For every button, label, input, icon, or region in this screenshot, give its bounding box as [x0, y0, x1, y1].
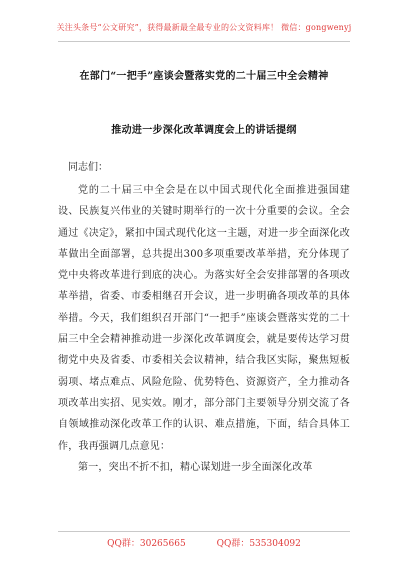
body-paragraph: 第一，突出不折不扣，精心谋划进一步全面深化改革: [78, 461, 313, 473]
document-body: [58, 180, 350, 478]
document-title-line1: 在部门“一把手”座谈会暨落实党的二十届三中全会精神: [79, 71, 329, 82]
footer: [0, 536, 408, 549]
salutation: 同志们：: [68, 162, 108, 173]
footer-divider: [58, 531, 350, 532]
footer-qq-group-1: QQ群：30265665: [107, 539, 186, 549]
header-banner: 关注头条号“公文研究”，获得最新最全最专业的公文资料库！ 微信：gongwenyj: [56, 23, 352, 32]
document-title-line2: 推动进一步深化改革调度会上的讲话提纲: [111, 125, 297, 136]
footer-qq-group-2: QQ群：535304092: [216, 539, 301, 549]
body-paragraph: 党的二十届三中全会是在以中国式现代化全面推进强国建设、民族复兴伟业的关键时期举行的一次十分重要的会议。全会通过《决定》，紧扣中国式现代化这一主题，对进一步全面深化改革做出全面部署，总共提出300多项重要改革举措，充分体现了党中央将改革进行到底的决心。为落实好全会安排部署的各项改革举措，省委、市委相继召开会议，进一步明确各项改革的具体举措。今天，我们组织召开部门“一把手”座谈会暨落实党的二十届三中全会精神推动进一步深化改革调度会，就是要传达学习贯彻党中央及省委、市委相关会议精神，结合我区实际，聚焦短板弱项、堵点难点、风险危险、优势特色、资源资产，全力推动各项改革出实招、见实效。刚才，部分部门主要领导分别交流了各自领域推动深化改革工作的认识、难点措施，下面，结合具体工作，我再强调几点意见：: [58, 185, 350, 452]
header-divider: [58, 41, 350, 42]
